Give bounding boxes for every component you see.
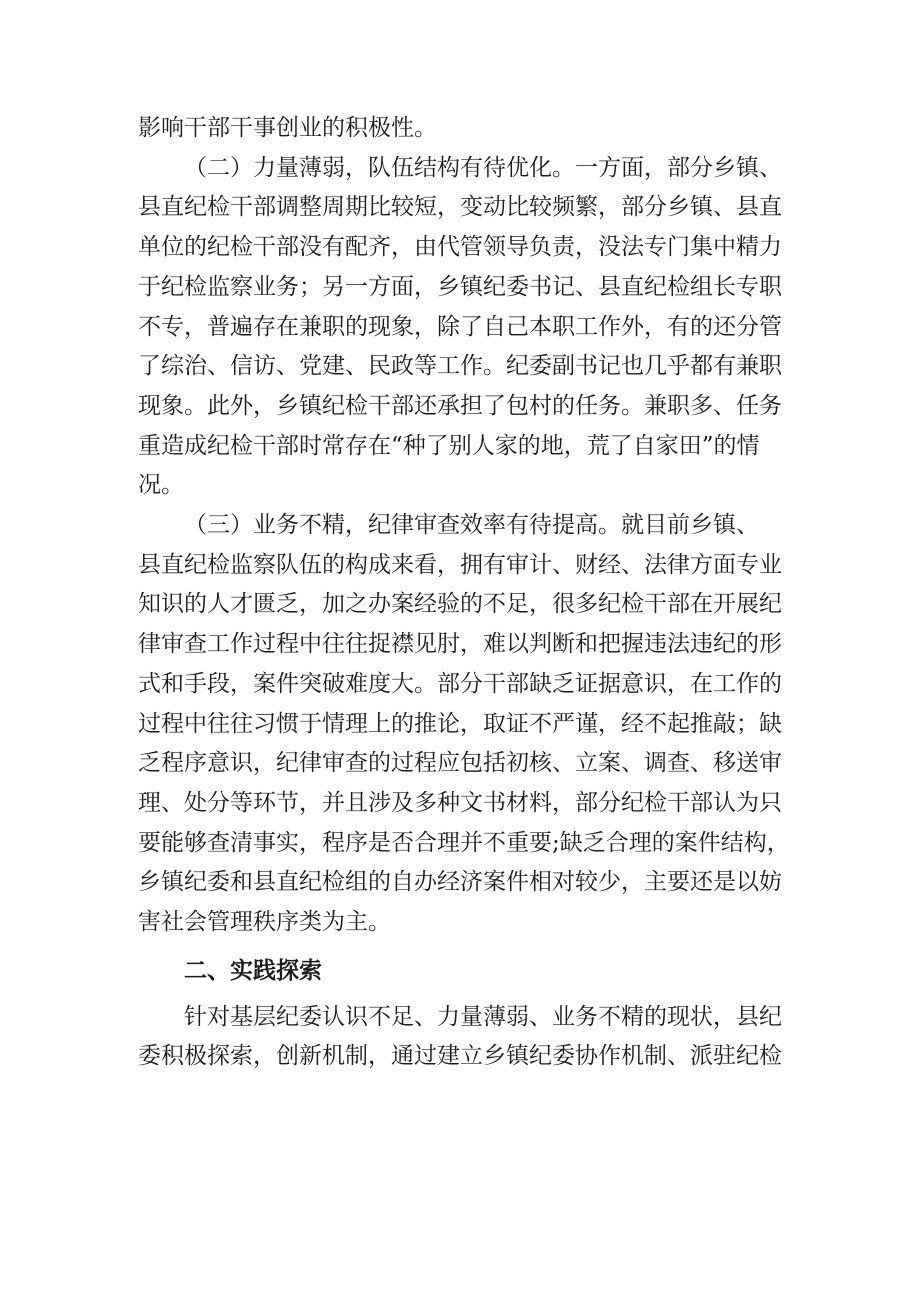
text-line: 现象。此外，乡镇纪检干部还承担了包村的任务。兼职多、任务 (138, 392, 782, 419)
text-line: 乏程序意识，纪律审查的过程应包括初核、立案、调查、移送审 (138, 750, 782, 777)
text-line: 过程中往往习惯于情理上的推论，取证不严谨，经不起推敲；缺 (138, 710, 782, 737)
text-line: 要能够查清事实，程序是否合理并不重要;缺乏合理的案件结构， (138, 829, 790, 856)
section-heading: 二、实践探索 (184, 957, 322, 984)
text-line: 单位的纪检干部没有配齐，由代管领导负责，没法专门集中精力 (138, 234, 782, 261)
paragraph-practice (138, 998, 786, 1077)
text-line: 针对基层纪委认识不足、力量薄弱、业务不精的现状，县纪 (184, 1003, 782, 1030)
text-line: 了综治、信访、党建、民政等工作。纪委副书记也几乎都有兼职 (138, 353, 782, 380)
document-body (138, 109, 790, 1077)
text-line: 影响干部干事创业的积极性。 (138, 115, 437, 141)
text-line: 况。 (138, 472, 184, 499)
text-line: （三）业务不精，纪律审查效率有待提高。就目前乡镇、 (184, 512, 759, 539)
paragraph-continuation (138, 109, 786, 149)
text-line: 乡镇纪委和县直纪检组的自办经济案件相对较少，主要还是以妨 (138, 869, 782, 896)
text-line: 式和手段，案件突破难度大。部分干部缺乏证据意识，在工作的 (138, 670, 782, 697)
text-line: 于纪检监察业务；另一方面，乡镇纪委书记、县直纪检组长专职 (138, 273, 782, 300)
text-line: 县直纪检干部调整周期比较短，变动比较频繁，部分乡镇、县直 (138, 194, 782, 221)
paragraph-business-weak (138, 506, 790, 943)
text-line: 知识的人才匮乏，加之办案经验的不足，很多纪检干部在开展纪 (138, 591, 782, 618)
text-line: （二）力量薄弱，队伍结构有待优化。一方面，部分乡镇、 (184, 154, 782, 181)
text-line: 委积极探索，创新机制，通过建立乡镇纪委协作机制、派驻纪检 (138, 1043, 782, 1070)
text-line: 重造成纪检干部时常存在“种了别人家的地，荒了自家田”的情 (138, 432, 760, 459)
text-line: 不专，普遍存在兼职的现象，除了自己本职工作外，有的还分管 (138, 313, 782, 340)
paragraph-force-weak (138, 149, 786, 506)
text-line: 律审查工作过程中往往捉襟见肘，难以判断和把握违法违纪的形 (138, 631, 782, 658)
text-line: 县直纪检监察队伍的构成来看，拥有审计、财经、法律方面专业 (138, 551, 782, 578)
text-line: 害社会管理秩序类为主。 (138, 909, 391, 936)
text-line: 理、处分等环节，并且涉及多种文书材料，部分纪检干部认为只 (138, 789, 782, 816)
